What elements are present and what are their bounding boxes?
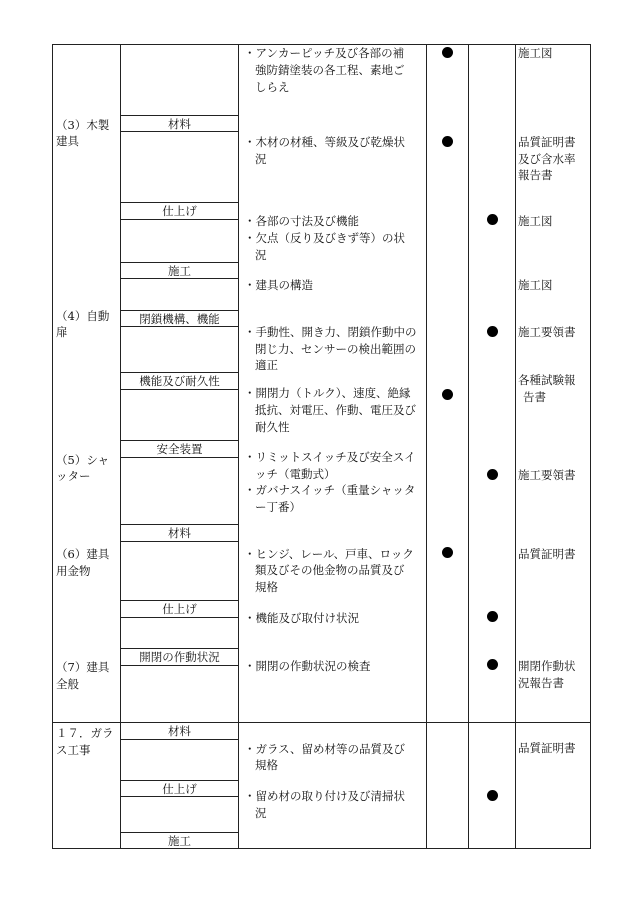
- section-title-line: （4）自動: [56, 309, 110, 323]
- desc-line: 強防錆塗装の各工程、素地ご: [255, 63, 405, 77]
- table-border-right: [590, 44, 591, 849]
- row-divider: [120, 665, 238, 666]
- check-mark: [442, 389, 453, 400]
- item-label: 仕上げ: [162, 602, 197, 616]
- desc-line: 閉じ力、センサーの検出範囲の: [255, 342, 416, 356]
- section-title-line: ッター: [56, 469, 91, 483]
- row-divider: [120, 389, 238, 390]
- doc-label: 開閉作動状: [518, 659, 576, 673]
- desc-line: ー丁番）: [255, 500, 301, 514]
- row-divider: [120, 541, 238, 542]
- doc-label: 品質証明書: [518, 741, 576, 755]
- table-border-left: [52, 44, 53, 849]
- item-label: 安全装置: [156, 442, 203, 456]
- doc-label: 施工要領書: [518, 325, 576, 339]
- item-label: 仕上げ: [162, 782, 197, 796]
- row-divider: [120, 739, 238, 740]
- doc-label: 各種試験報: [518, 373, 576, 387]
- item-label: 閉鎖機構、機能: [139, 312, 220, 326]
- desc-line: ・開閉の作動状況の検査: [244, 659, 371, 673]
- item-label: 仕上げ: [162, 204, 197, 218]
- doc-label: 施工要領書: [518, 468, 576, 482]
- check-mark: [487, 611, 498, 622]
- section-title-line: 用金物: [56, 564, 91, 578]
- doc-label: 施工図: [518, 46, 553, 60]
- doc-label: 施工図: [518, 214, 553, 228]
- desc-line: しらえ: [255, 80, 290, 94]
- desc-line: 類及びその他金物の品質及び: [255, 563, 405, 577]
- desc-line: 適正: [255, 358, 278, 372]
- desc-line: ・機能及び取付け状況: [244, 611, 359, 625]
- doc-label: 及び含水率: [518, 152, 576, 166]
- column-divider: [426, 44, 427, 849]
- section-title-line: １７．ガラ: [56, 726, 114, 740]
- desc-line: ・各部の寸法及び機能: [244, 214, 359, 228]
- desc-line: ・留め材の取り付け及び清掃状: [244, 789, 405, 803]
- desc-line: ・リミットスイッチ及び安全スイ: [244, 450, 416, 464]
- check-mark: [442, 47, 453, 58]
- row-divider: [120, 617, 238, 618]
- check-mark: [442, 136, 453, 147]
- desc-line: ・手動性、開き力、閉鎖作動中の: [244, 325, 417, 339]
- column-divider: [515, 44, 516, 849]
- check-mark: [487, 469, 498, 480]
- doc-label: 品質証明書: [518, 135, 576, 149]
- desc-line: 耐久性: [255, 420, 290, 434]
- item-label: 材料: [168, 724, 191, 738]
- desc-line: ッチ（電動式）: [255, 467, 336, 481]
- check-mark: [487, 790, 498, 801]
- check-mark: [442, 547, 453, 558]
- desc-line: ・建具の構造: [244, 278, 313, 292]
- item-label: 機能及び耐久性: [139, 374, 220, 388]
- item-label: 施工: [168, 264, 191, 278]
- desc-line: ・木材の材種、等級及び乾燥状: [244, 135, 405, 149]
- column-divider: [468, 44, 469, 849]
- item-label: 材料: [168, 526, 191, 540]
- check-mark: [487, 326, 498, 337]
- row-divider: [120, 219, 238, 220]
- doc-label: 施工図: [518, 278, 553, 292]
- desc-line: ・アンカーピッチ及び各部の補: [244, 46, 405, 60]
- desc-line: 況: [255, 806, 267, 820]
- check-mark: [487, 214, 498, 225]
- doc-label: 況報告書: [518, 676, 564, 690]
- desc-line: 規格: [255, 758, 278, 772]
- desc-line: 況: [255, 248, 267, 262]
- section-title-line: 建具: [56, 134, 79, 148]
- section-title-line: ス工事: [56, 743, 91, 757]
- row-divider: [120, 457, 238, 458]
- desc-line: ・欠点（反り及びきず等）の状: [244, 231, 405, 245]
- desc-line: 況: [255, 152, 267, 166]
- section-title-line: （5）シャ: [56, 453, 110, 467]
- section-title-line: （6）建具: [56, 547, 110, 561]
- item-label: 施工: [168, 834, 191, 848]
- section-title-line: 全般: [56, 677, 79, 691]
- doc-label: 品質証明書: [518, 547, 576, 561]
- desc-line: 規格: [255, 580, 278, 594]
- section-title-line: （7）建具: [56, 660, 110, 674]
- desc-line: 抵抗、対電圧、作動、電圧及び: [255, 403, 416, 417]
- section-title-line: （3）木製: [56, 118, 110, 132]
- doc-label: 報告書: [518, 168, 553, 182]
- item-label: 材料: [168, 117, 191, 131]
- desc-line: ・ガバナスイッチ（重量シャッタ: [244, 483, 416, 497]
- column-divider: [238, 44, 239, 849]
- doc-label: 告書: [523, 390, 546, 404]
- desc-line: ・ガラス、留め材等の品質及び: [244, 742, 405, 756]
- item-label: 開閉の作動状況: [139, 650, 220, 664]
- check-mark: [487, 659, 498, 670]
- desc-line: ・開閉力（トルク）、速度、絶縁: [244, 386, 411, 400]
- section-title-line: 扉: [56, 325, 68, 339]
- desc-line: ・ヒンジ、レール、戸車、ロック: [244, 547, 414, 561]
